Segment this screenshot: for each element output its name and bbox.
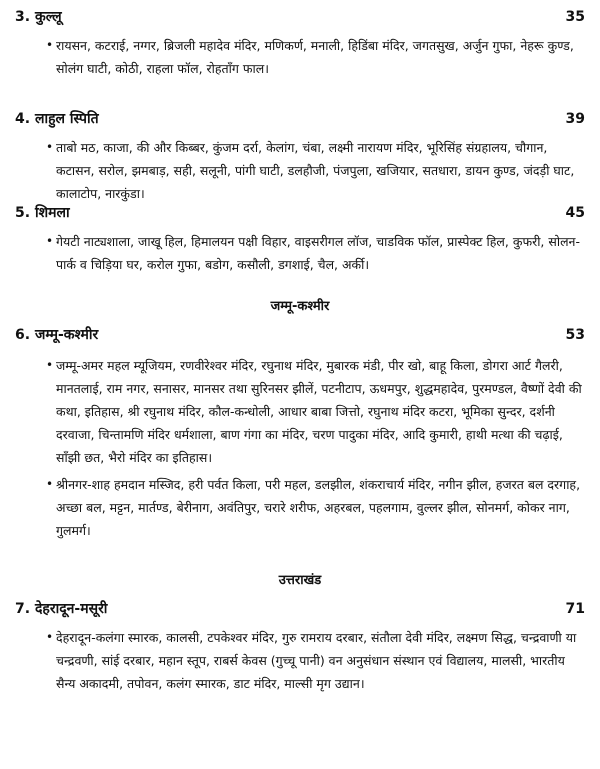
entry-title: जम्मू-कश्मीर: [35, 327, 99, 343]
entry-heading: [15, 6, 585, 28]
entry-item-list: [46, 354, 586, 542]
entry-number: 7.: [15, 601, 31, 617]
entry-page-number: 53: [565, 327, 585, 343]
item-text: जम्मू-अमर महल म्यूजियम, रणवीरेश्वर मंदिर, रघुनाथ मंदिर, मुबारक मंडी, पीर खो, बाहू किला, डोगरा आर्ट गैलरी, मानतलाई, राम नगर, सनासर, मानसर तथा सुरिनसर झीलें, पटनीटाप, ऊधमपुर, शुद्धमहादेव, पुरमण्डल, वैष्णों देवी की कथा, इतिहास, श्री रघुनाथ मंदिर, कौल-कन्धोली, आधार बाबा जित्तो, रघुनाथ मंदिर कटरा, भूमिका सुन्दर, दर्शनी दरवाजा, चिन्तामणि मंदिर धर्मशाला, बाण गंगा का मंदिर, चरण पादुका मंदिर, आदि कुमारी, हाथी मत्था की चढ़ाई, साँझी छत, भैरो मंदिर का इतिहास।: [56, 358, 582, 465]
section-heading: उत्तराखंड: [278, 573, 322, 588]
list-item: [46, 626, 586, 695]
entry-number: 3.: [15, 9, 31, 25]
entry-number: 4.: [15, 111, 31, 127]
section-heading: जम्मू-कश्मीर: [270, 299, 330, 314]
item-text: देहरादून-कलंगा स्मारक, कालसी, टपकेश्वर मंदिर, गुरु रामराय दरबार, संतौला देवी मंदिर, लक्ष्मण सिद्ध, चन्द्रवाणी या चन्द्रवणी, सांई दरबार, महान स्तूप, राबर्स केवस (गुच्चू पानी) वन अनुसंधान संस्थान एवं विद्यालय, मालसी, भारतीय सैन्य अकादमी, तपोवन, कलंग स्मारक, डाट मंदिर, माल्सी मृग उद्यान।: [56, 630, 577, 691]
list-item: [46, 230, 586, 276]
bullet-icon: •: [46, 38, 54, 52]
entry-page-number: 71: [565, 601, 585, 617]
entry-title: लाहुल स्पिति: [35, 111, 99, 127]
bullet-icon: •: [46, 358, 54, 372]
list-item: [46, 136, 586, 205]
item-text: रायसन, कटराई, नग्गर, ब्रिजली महादेव मंदिर, मणिकर्ण, मनाली, हिडिंबा मंदिर, जगतसुख, अर्जुन गुफा, नेहरू कुण्ड, सोलंग घाटी, कोठी, राहला फॉल, रोहतॉंग फाल।: [56, 38, 574, 76]
entry-heading: [15, 108, 585, 130]
entry-heading: [15, 598, 585, 620]
entry-item-list: [46, 136, 586, 205]
list-item: [46, 34, 586, 80]
item-text: श्रीनगर-शाह हमदान मस्जिद, हरी पर्वत किला, परी महल, डलझील, शंकराचार्य मंदिर, नगीन झील, हजरत बल दरगाह, अच्छा बल, मट्टन, मार्तण्ड, बेरीनाग, अवंतिपुर, चरारे शरीफ, अहरबल, पहलगाम, वुल्लर झील, सोनमर्ग, कोकर नाग, गुलमर्ग।: [56, 477, 581, 538]
item-text: गेयटी नाट्यशाला, जाखू हिल, हिमालयन पक्षी विहार, वाइसरीगल लॉज, चाडविक फॉल, प्रास्पेक्ट हिल, कुफरी, सोलन-पार्क व चिड़िया घर, करोल गुफा, बडोग, कसौली, डगशाई, चैल, अर्की।: [56, 234, 580, 272]
entry-page-number: 35: [565, 9, 585, 25]
bullet-icon: •: [46, 630, 54, 644]
entry-item-list: [46, 230, 586, 276]
entry-item-list: [46, 34, 586, 80]
entry-heading: [15, 202, 585, 224]
entry-page-number: 45: [565, 205, 585, 221]
entry-title: कुल्लू: [35, 9, 62, 25]
bullet-icon: •: [46, 477, 54, 491]
entry-heading: [15, 324, 585, 346]
entry-title: शिमला: [35, 205, 70, 221]
entry-number: 6.: [15, 327, 31, 343]
list-item: [46, 473, 586, 542]
entry-item-list: [46, 626, 586, 695]
item-text: ताबो मठ, काजा, की और किब्बर, कुंजम दर्रा, केलांग, चंबा, लक्ष्मी नारायण मंदिर, भूरिसिंह संग्रहालय, चौगान, कटासन, सरोल, झमबाड़, सही, सलूनी, पांगी घाटी, डलहौजी, पंजपुला, खजियार, सतधारा, डायन कुण्ड, जंदड़ी घाट, कालाटोप, नारकुंडा।: [56, 140, 575, 201]
entry-page-number: 39: [565, 111, 585, 127]
list-item: [46, 354, 586, 469]
bullet-icon: •: [46, 234, 54, 248]
bullet-icon: •: [46, 140, 54, 154]
entry-title: देहरादून-मसूरी: [35, 601, 108, 617]
entry-number: 5.: [15, 205, 31, 221]
